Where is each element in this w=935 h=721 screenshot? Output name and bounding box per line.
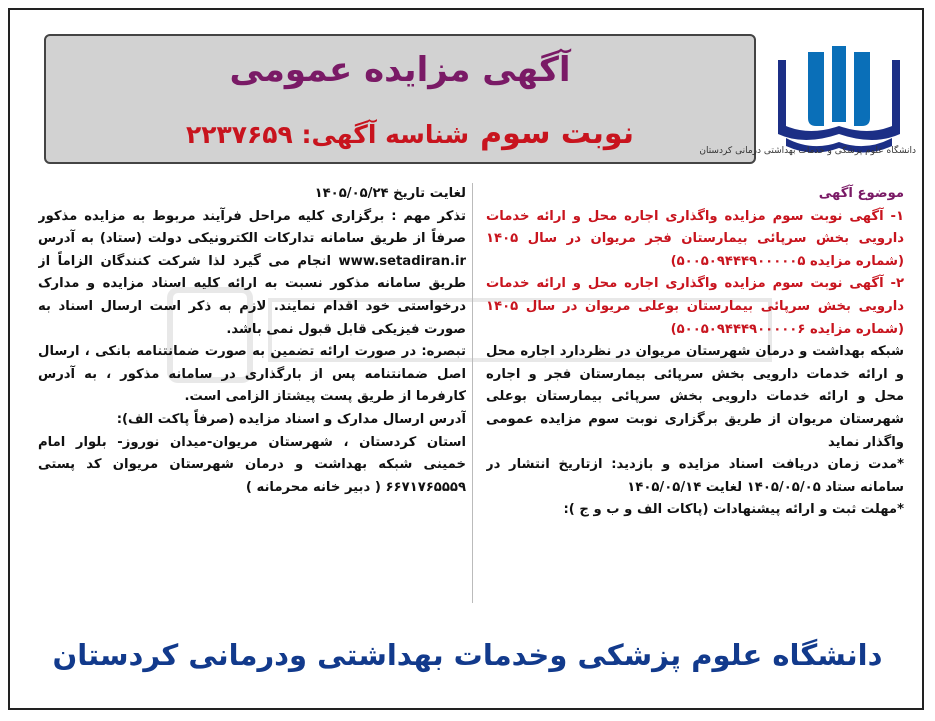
address-label: آدرس ارسال مدارک و اسناد مزایده (صرفاً پاکت الف):	[116, 411, 466, 427]
logo-caption: دانشگاه علوم پزشکی و خدمات بهداشتی درمانی کردستان	[699, 146, 916, 156]
footer-university-name: دانشگاه علوم پزشکی وخدمات بهداشتی ودرمانی کردستان	[52, 638, 883, 672]
details-column	[38, 183, 466, 613]
column-divider	[472, 183, 473, 603]
visit-period: *مدت زمان دریافت اسناد مزایده و بازدید: ازتاریخ انتشار در سامانه ستاد ۱۴۰۵/۰۵/۰۵ لغایت ۱۴۰۵/۰۵/۱۴	[486, 457, 904, 495]
setad-link[interactable]: www.setadiran.ir	[338, 253, 466, 269]
submission-deadline: لغایت تاریخ ۱۴۰۵/۰۵/۲۴	[314, 186, 466, 201]
postal-address: استان کردستان ، شهرستان مریوان-میدان نوروز- بلوار امام خمینی شبکه بهداشت و درمان شهرستان مریوان کد پستی ۶۶۷۱۷۶۵۵۵۹ ( دبیر خانه محرمانه )	[38, 434, 466, 495]
subject-label: موضوع آگهی	[818, 186, 904, 201]
subject-column	[486, 183, 904, 613]
important-note	[38, 206, 466, 342]
guarantee-note: تبصره: در صورت ارائه تضمین به صورت ضمانتنامه بانکی ، ارسال اصل ضمانتنامه پس از بارگذاری در سامانه مذکور ، به آدرس کارفرما از طریق پست پیشتاز الزامی است.	[38, 344, 466, 405]
auction-description: شبکه بهداشت و درمان شهرستان مریوان در نظردارد اجاره محل و ارائه خدمات دارویی بخش سرپائی بیمارستان فجر و اجاره محل و ارائه خدمات دارویی بخش سرپائی بیمارستان بوعلی شهرستان مریوان از طریق برگزاری نوبت سوم مزایده عمومی واگذار نماید	[486, 344, 904, 450]
auction-item-2: ۲- آگهی نوبت سوم مزایده واگذاری اجاره محل و ارائه خدمات دارویی بخش سرپائی بیمارستان بوعلی مریوان در سال ۱۴۰۵ (شماره مزایده ۵۰۰۵۰۹۴۴۴۹۰۰۰۰۰۶)	[486, 276, 904, 337]
notice-round: نوبت سوم	[480, 116, 634, 151]
auction-item-1: ۱- آگهی نوبت سوم مزایده واگذاری اجاره محل و ارائه خدمات دارویی بخش سرپائی بیمارستان فجر مریوان در سال ۱۴۰۵ (شماره مزایده ۵۰۰۵۰۹۴۴۴۹۰۰۰۰۰۵)	[486, 208, 904, 269]
notice-header	[44, 34, 756, 164]
notice-title: آگهی مزایده عمومی	[229, 50, 571, 90]
note-text-end: انجام می گیرد لذا شرکت کنندگان الزاماً از طریق سامانه مذکور نسبت به ارائه کلیه اسناد مزایده و مدارک درخواستی خود اقدام نمایند. لازم به ذکر است ارسال اسناد به صورت فیزیکی قابل قبول نمی باشد.	[38, 253, 466, 337]
submit-period: *مهلت ثبت و ارائه پیشنهادات (پاکات الف و ب و ج ):	[563, 502, 904, 518]
notice-id: شناسه آگهی: ۲۲۳۷۶۵۹	[186, 120, 470, 149]
note-text-start: تذکر مهم : برگزاری کلیه مراحل فرآیند مربوط به مزایده مذکور صرفاً از طریق سامانه تدارکات الکترونیکی دولت (ستاد) به آدرس	[38, 208, 466, 247]
